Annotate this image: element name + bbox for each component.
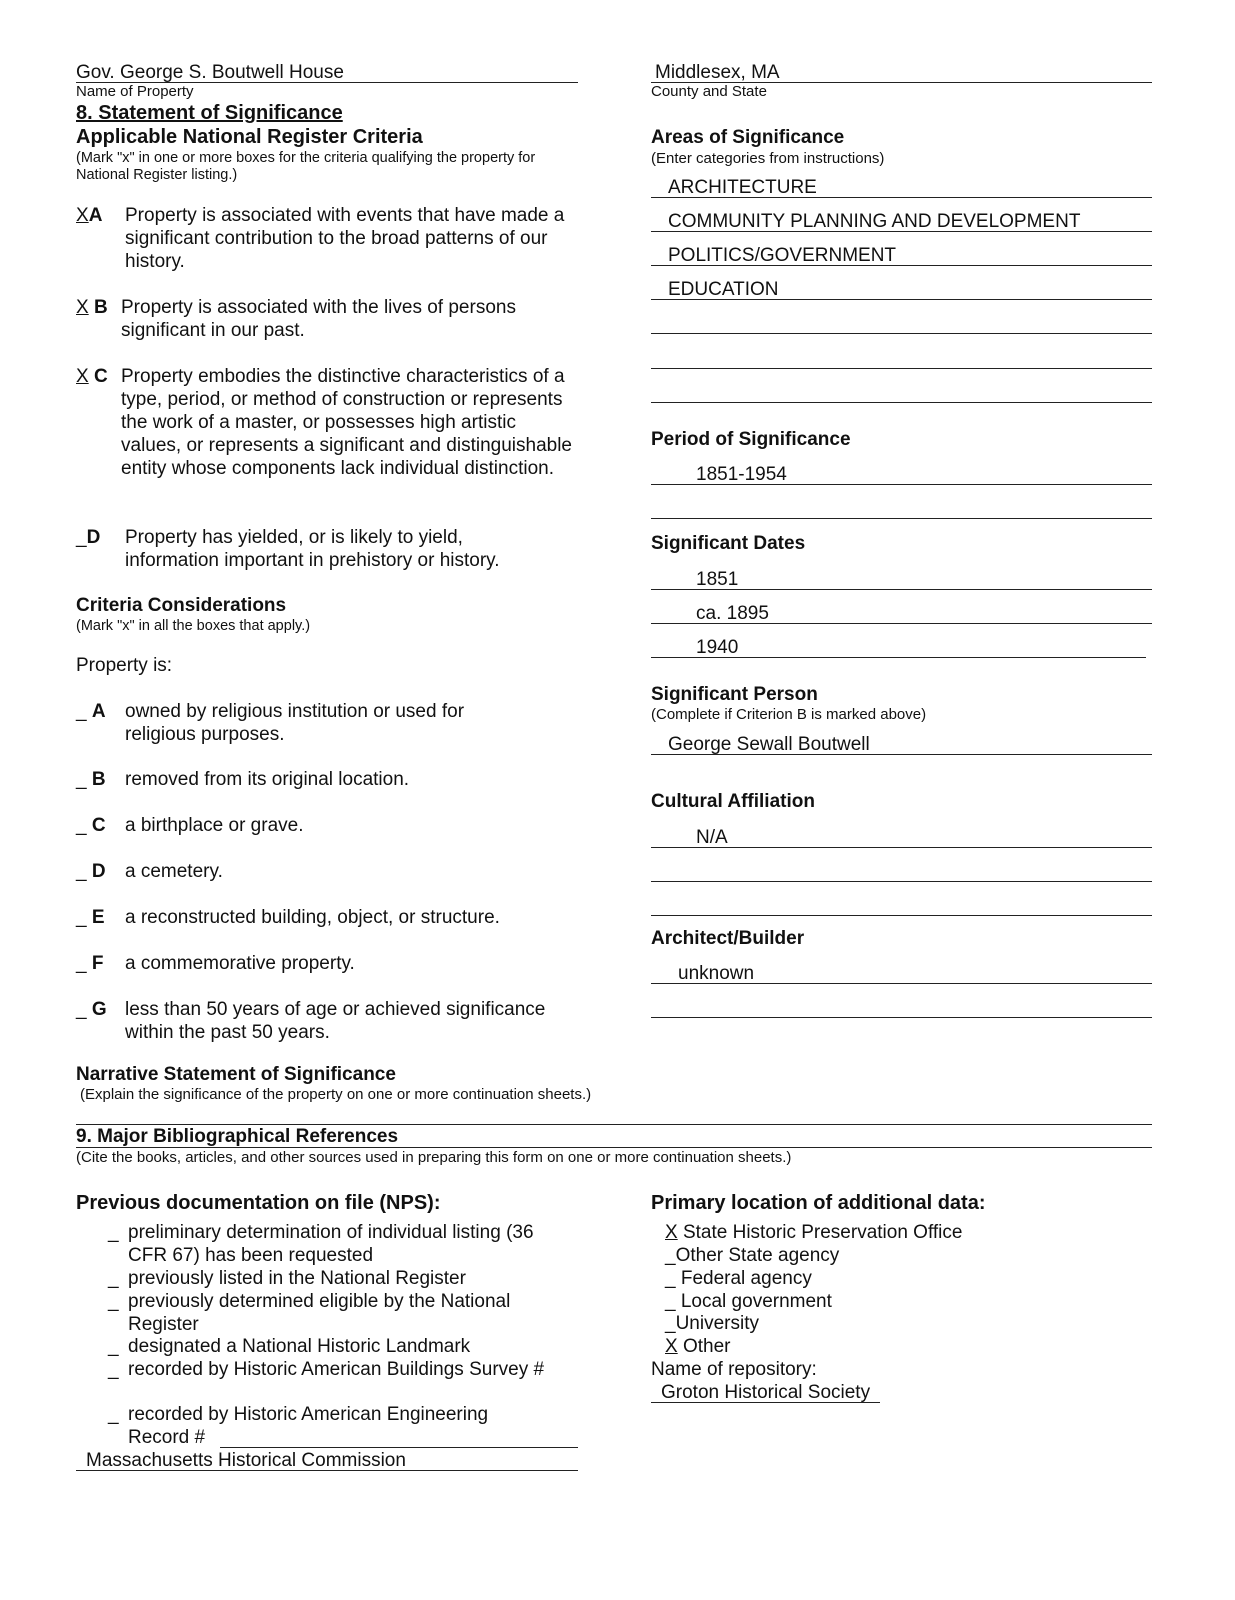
location-other[interactable]: X Other (665, 1336, 731, 1357)
period-heading: Period of Significance (651, 429, 851, 450)
architect-rule-2 (651, 1017, 1152, 1018)
consideration-e-text: a reconstructed building, object, or structure. (125, 907, 500, 928)
cultural-value: N/A (696, 827, 728, 848)
repository-label: Name of repository: (651, 1359, 817, 1380)
person-instructions: (Complete if Criterion B is marked above) (651, 706, 927, 723)
previous-item-4-checkbox[interactable]: _ (108, 1336, 119, 1357)
area-2-rule (651, 231, 1152, 232)
property-is-label: Property is: (76, 655, 173, 676)
section-8-title: 8. Statement of Significance (76, 102, 343, 124)
consideration-c-text: a birthplace or grave. (125, 815, 304, 836)
criterion-b-mark[interactable]: X B (76, 297, 108, 318)
architect-heading: Architect/Builder (651, 928, 805, 949)
location-other-state-agency[interactable]: _Other State agency (665, 1245, 840, 1266)
area-3: POLITICS/GOVERNMENT (668, 245, 897, 266)
date-1: 1851 (696, 569, 739, 590)
cultural-rule-3 (651, 915, 1152, 916)
consideration-g-mark[interactable]: _ G (76, 999, 107, 1020)
previous-item-5-text: recorded by Historic American Buildings Survey # (128, 1359, 545, 1380)
criterion-b-text: Property is associated with the lives of persons significant in our past. (121, 297, 516, 341)
area-1: ARCHITECTURE (668, 177, 817, 198)
considerations-heading: Criteria Considerations (76, 595, 287, 616)
location-shpo[interactable]: X State Historic Preservation Office (665, 1222, 963, 1243)
considerations-instructions: (Mark "x" in all the boxes that apply.) (76, 618, 311, 634)
criterion-c-text: Property embodies the distinctive characteristics of a type, period, or method of construction or represents the work of a master, or possesses high artistic values, or represents a significant and distinguishable entity whose components lack individual distinction. (121, 366, 572, 479)
cultural-rule-2 (651, 881, 1152, 882)
previous-heading: Previous documentation on file (NPS): (76, 1192, 441, 1214)
repository-value: Groton Historical Society (661, 1382, 871, 1403)
cultural-rule (651, 847, 1152, 848)
previous-other-value: Massachusetts Historical Commission (86, 1450, 406, 1471)
criterion-a-text: Property is associated with events that have made a significant contribution to the broad patterns of our history. (125, 205, 565, 272)
narrative-instructions: (Explain the significance of the property on one or more continuation sheets.) (80, 1086, 592, 1103)
architect-value: unknown (678, 963, 755, 984)
repository-rule (651, 1402, 880, 1403)
area-4-rule (651, 299, 1152, 300)
property-name: Gov. George S. Boutwell House (76, 62, 344, 83)
area-7-rule (651, 402, 1152, 403)
architect-rule (651, 983, 1152, 984)
section-9-title-rule (76, 1147, 1152, 1148)
location-heading: Primary location of additional data: (651, 1192, 986, 1214)
period-rule-2 (651, 518, 1152, 519)
consideration-b-text: removed from its original location. (125, 769, 410, 790)
criterion-a-mark[interactable]: XA (76, 205, 103, 226)
consideration-e-mark[interactable]: _ E (76, 907, 105, 928)
consideration-b-mark[interactable]: _ B (76, 769, 106, 790)
date-2: ca. 1895 (696, 603, 769, 624)
county-state: Middlesex, MA (655, 62, 780, 83)
criteria-instructions: (Mark "x" in one or more boxes for the criteria qualifying the property for National Register listing.) (76, 150, 536, 183)
date-1-rule (651, 589, 1152, 590)
cultural-heading: Cultural Affiliation (651, 791, 815, 812)
location-federal-agency[interactable]: _ Federal agency (665, 1268, 812, 1289)
county-state-label: County and State (651, 83, 767, 100)
previous-item-3-checkbox[interactable]: _ (108, 1291, 119, 1312)
property-name-label: Name of Property (76, 83, 194, 100)
previous-item-4-text: designated a National Historic Landmark (128, 1336, 471, 1357)
area-5-rule (651, 333, 1152, 334)
location-local-government[interactable]: _ Local government (665, 1291, 832, 1312)
previous-item-1-checkbox[interactable]: _ (108, 1222, 119, 1243)
narrative-heading: Narrative Statement of Significance (76, 1064, 396, 1085)
criterion-d-mark[interactable]: _D (76, 527, 101, 548)
location-university[interactable]: _University (665, 1313, 759, 1334)
areas-instructions: (Enter categories from instructions) (651, 150, 885, 167)
criterion-c-mark[interactable]: X C (76, 366, 108, 387)
previous-other-rule (76, 1470, 578, 1471)
consideration-d-mark[interactable]: _ D (76, 861, 106, 882)
date-3: 1940 (696, 637, 739, 658)
criterion-d-text: Property has yielded, or is likely to yield, information important in prehistory or history. (125, 527, 500, 571)
engineering-record-rule (220, 1447, 578, 1448)
consideration-a-text: owned by religious institution or used for religious purposes. (125, 701, 465, 745)
consideration-d-text: a cemetery. (125, 861, 223, 882)
consideration-f-text: a commemorative property. (125, 953, 355, 974)
area-1-rule (651, 197, 1152, 198)
person-rule (651, 754, 1152, 755)
date-3-rule (651, 657, 1146, 658)
area-2: COMMUNITY PLANNING AND DEVELOPMENT (668, 211, 1081, 232)
previous-item-2-text: previously listed in the National Register (128, 1268, 466, 1289)
consideration-f-mark[interactable]: _ F (76, 953, 104, 974)
consideration-c-mark[interactable]: _ C (76, 815, 106, 836)
previous-item-3-text: previously determined eligible by the National Register (128, 1291, 511, 1335)
section-9-top-rule (76, 1124, 1152, 1125)
previous-item-6-text: recorded by Historic American Engineering Record # (128, 1404, 489, 1448)
consideration-g-text: less than 50 years of age or achieved significance within the past 50 years. (125, 999, 546, 1043)
dates-heading: Significant Dates (651, 533, 806, 554)
area-4: EDUCATION (668, 279, 779, 300)
areas-heading: Areas of Significance (651, 127, 845, 148)
previous-item-2-checkbox[interactable]: _ (108, 1268, 119, 1289)
date-2-rule (651, 623, 1152, 624)
section-9-title: 9. Major Bibliographical References (76, 1126, 399, 1147)
person-heading: Significant Person (651, 684, 818, 705)
consideration-a-mark[interactable]: _ A (76, 701, 106, 722)
previous-item-6-checkbox[interactable]: _ (108, 1404, 119, 1425)
period-rule (651, 484, 1152, 485)
area-6-rule (651, 368, 1152, 369)
period-value: 1851-1954 (696, 464, 787, 485)
previous-item-5-checkbox[interactable]: _ (108, 1359, 119, 1380)
criteria-heading: Applicable National Register Criteria (76, 126, 423, 148)
area-3-rule (651, 265, 1152, 266)
person-value: George Sewall Boutwell (668, 734, 870, 755)
section-9-instructions: (Cite the books, articles, and other sources used in preparing this form on one or more continuation sheets.) (76, 1149, 792, 1166)
previous-item-1-text: preliminary determination of individual listing (36 CFR 67) has been requested (128, 1222, 534, 1266)
